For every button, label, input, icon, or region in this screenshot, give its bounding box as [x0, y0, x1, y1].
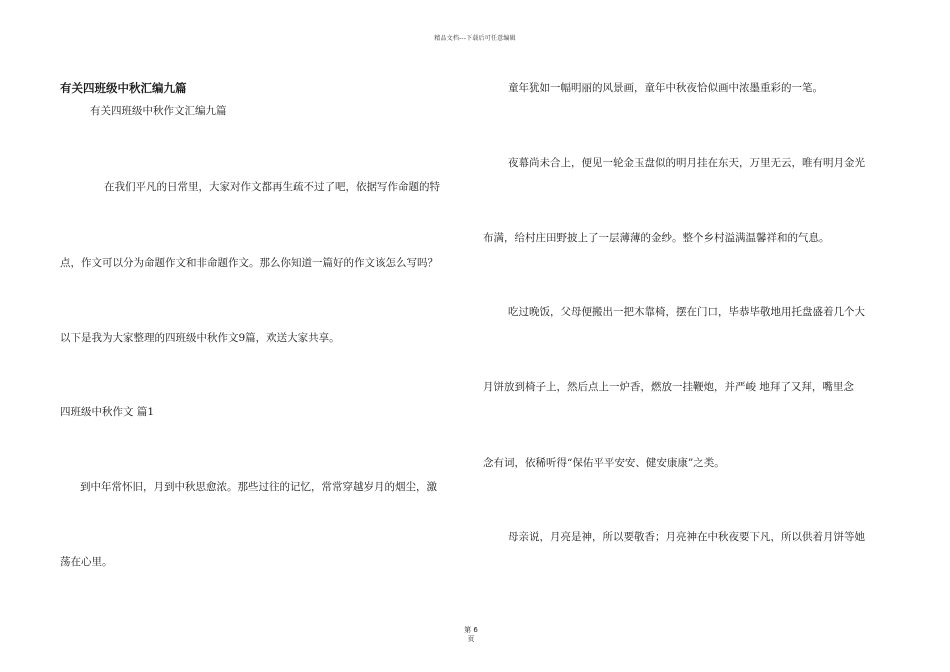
para1-line-2: 荡在心里。 [60, 556, 113, 568]
intro-line-3: 以下是我为大家整理的四班级中秋作文9篇，欢送大家共享。 [60, 332, 340, 344]
page-number-line-1: 第 6 [464, 626, 478, 634]
right-para-3-line-1: 吃过晚饭，父母便搬出一把木靠椅，摆在门口，毕恭毕敬地用托盘盛着几个大 [508, 306, 865, 318]
section-heading: 四班级中秋作文 篇1 [60, 406, 155, 418]
right-para-3-line-3: 念有词，依稀听得“保佑平平安安、健安康康”之类。 [483, 457, 725, 469]
intro-line-2: 点，作文可以分为命题作文和非命题作文。那么你知道一篇好的作文该怎么写吗？ [60, 257, 438, 269]
header-note: 精品文档---下载后可任意编辑 [434, 35, 516, 42]
document-subtitle: 有关四班级中秋作文汇编九篇 [90, 105, 227, 117]
page-number-line-2: 页 [467, 635, 475, 643]
page-number [463, 626, 479, 644]
intro-line-1: 在我们平凡的日常里，大家对作文都再生疏不过了吧，依据写作命题的特 [104, 181, 440, 193]
right-para-3-line-2: 月饼放到椅子上，然后点上一炉香，燃放一挂鞭炮，并严峻 地拜了又拜，嘴里念 [483, 381, 854, 393]
document-title: 有关四班级中秋汇编九篇 [60, 81, 187, 95]
para1-line-1: 到中年常怀旧，月到中秋思愈浓。那些过往的记忆，常常穿越岁月的烟尘，激 [80, 481, 437, 493]
right-para-1: 童年犹如一幅明丽的风景画，童年中秋夜恰似画中浓墨重彩的一笔。 [508, 82, 823, 94]
right-para-2-line-2: 布满，给村庄田野披上了一层薄薄的金纱。整个乡村溢满温馨祥和的气息。 [483, 232, 830, 244]
right-para-2-line-1: 夜幕尚未合上，便见一轮金玉盘似的明月挂在东天，万里无云，唯有明月金光 [508, 157, 865, 169]
right-para-4-line-1: 母亲说，月亮是神，所以要敬香；月亮神在中秋夜要下凡，所以供着月饼等她 [508, 531, 865, 543]
